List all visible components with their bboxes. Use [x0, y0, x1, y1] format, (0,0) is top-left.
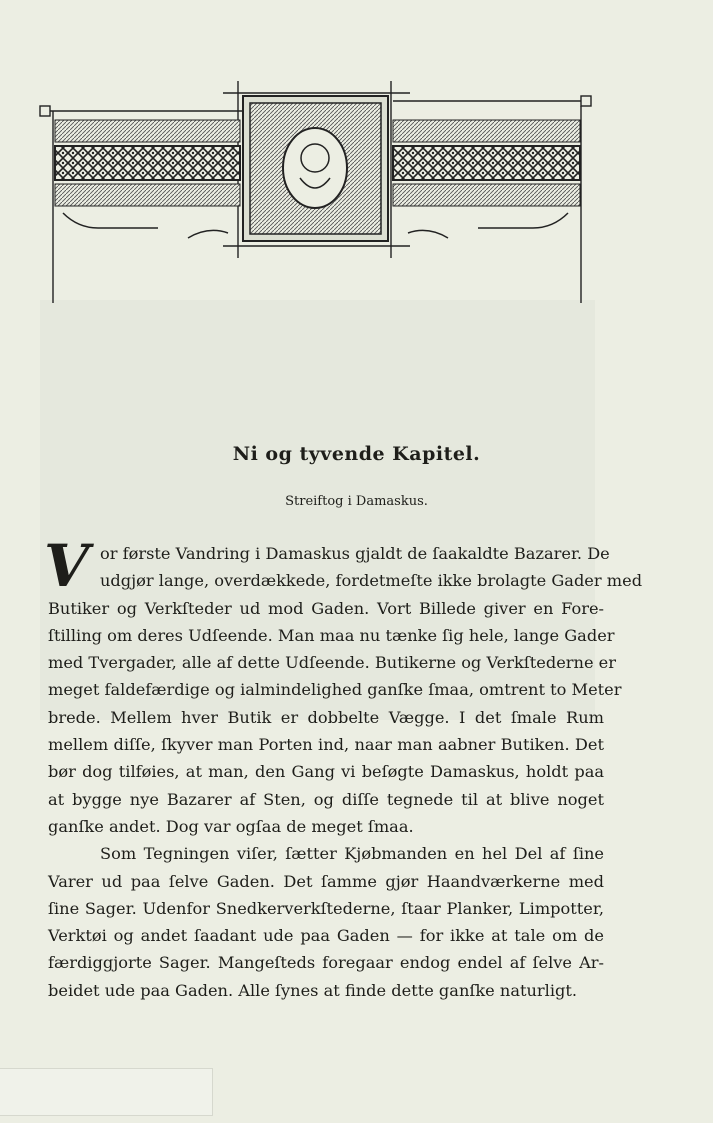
text-line: ſine Sager. Udenfor Snedkerverkſtederne, ſtaar Planker, Limpotter,: [48, 898, 604, 918]
drop-cap: V: [44, 532, 90, 600]
paragraph-2: [48, 840, 604, 1004]
chapter-header-ornament: [38, 78, 598, 303]
text-line: Butiker og Verkſteder ud mod Gaden. Vort Billede giver en Fore-: [48, 598, 604, 618]
chapter-subtitle: Streiftog i Damaskus.: [285, 494, 428, 509]
text-line: ganſke andet. Dog var ogſaa de meget ſmaa.: [48, 816, 414, 836]
text-line: brede. Mellem hver Butik er dobbelte Vægge. I det ſmale Rum: [48, 707, 604, 727]
text-line: ſtilling om deres Udſeende. Man maa nu tænke ſig hele, lange Gader: [48, 625, 615, 645]
text-line: beidet ude paa Gaden. Alle ſynes at finde dette ganſke naturligt.: [48, 980, 578, 1000]
text-line: meget faldefærdige og ialmindelighed ganſke ſmaa, omtrent to Meter: [48, 680, 622, 700]
chapter-body: [44, 532, 643, 1004]
text-line: Verktøi og andet ſaadant ude paa Gaden — for ikke at tale om de: [48, 926, 604, 946]
text-line: Som Tegningen viſer, ſætter Kjøbmanden en hel Del af ſine: [100, 844, 604, 864]
text-line: bør dog tilføies, at man, den Gang vi beſøgte Damaskus, holdt paa: [48, 762, 604, 782]
text-line: or første Vandring i Damaskus gjaldt de ſaakaldte Bazarer. De: [100, 544, 610, 563]
text-line: mellem diſſe, ſkyver man Porten ind, naar man aabner Butiken. Det: [48, 735, 604, 755]
text-line: Varer ud paa ſelve Gaden. Det ſamme gjør Haandværkerne med: [48, 871, 604, 891]
chapter-title: Ni og tyvende Kapitel.: [232, 443, 481, 465]
paragraph-1: [48, 540, 643, 840]
paper-slip: [0, 1068, 213, 1116]
text-line: at bygge nye Bazarer af Sten, og diſſe tegnede til at blive noget: [48, 789, 604, 809]
text-line: udgjør lange, overdækkede, fordetmeſte ikke brolagte Gader med: [100, 571, 643, 591]
text-line: med Tvergader, alle af dette Udſeende. Butikerne og Verkſtederne er: [48, 653, 616, 673]
text-line: færdiggjorte Sager. Mangeſteds foregaar endog endel af ſelve Ar-: [48, 953, 604, 973]
